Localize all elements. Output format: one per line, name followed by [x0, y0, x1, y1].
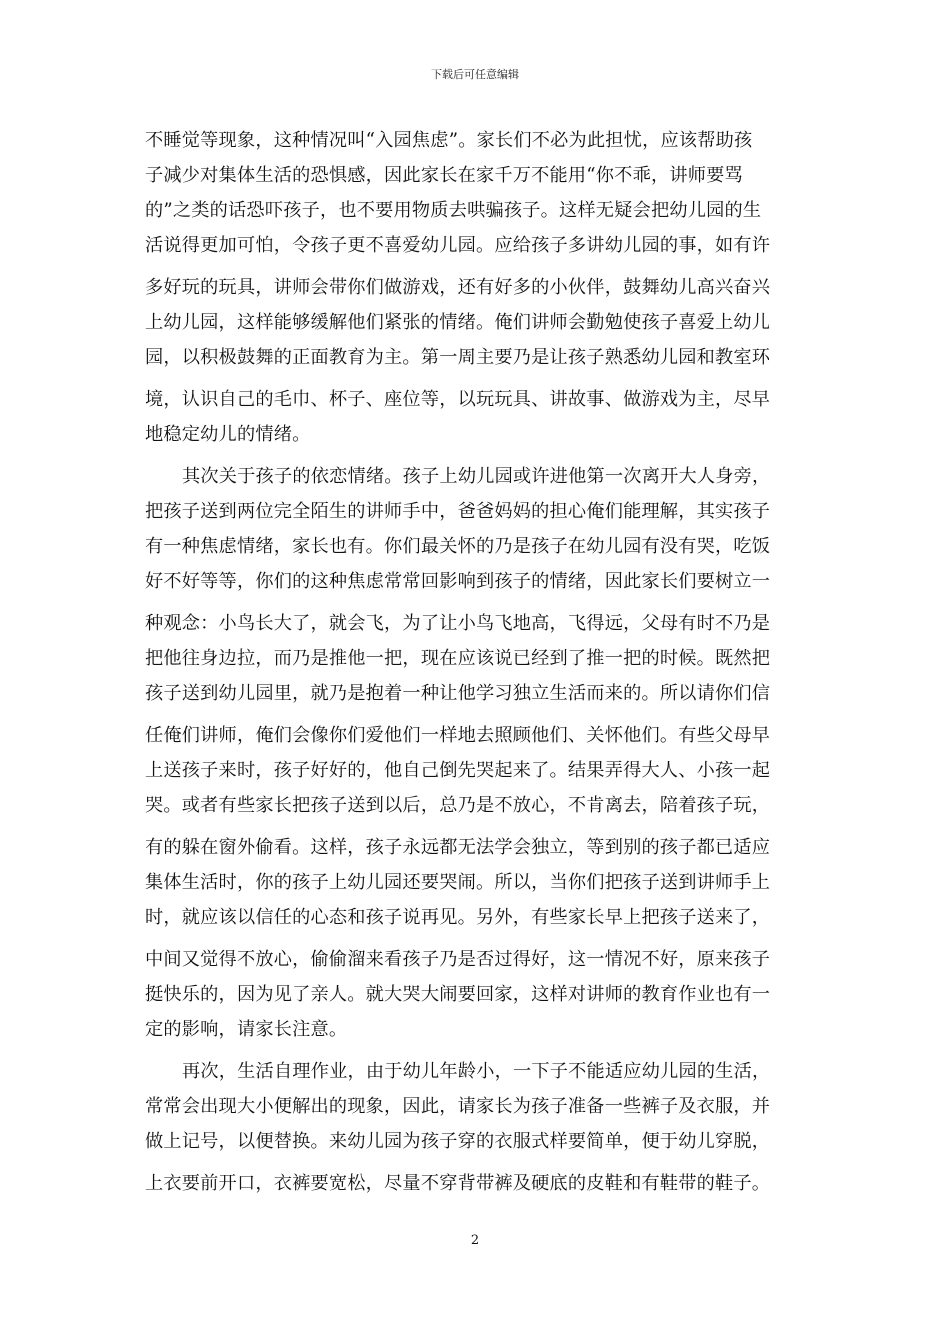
text-line: 有的躲在窗外偷看。这样，孩子永远都无法学会独立，等到别的孩子都已适应: [145, 837, 771, 858]
text-line: 集体生活时，你的孩子上幼儿园还要哭闹。所以，当你们把孩子送到讲师手上: [145, 872, 771, 893]
text-line: 挺快乐的，因为见了亲人。就大哭大闹要回家，这样对讲师的教育作业也有一: [145, 984, 771, 1005]
text-line: 子减少对集体生活的恐惧感，因此家长在家千万不能用“你不乖，讲师要骂: [145, 165, 743, 186]
text-line: 地稳定幼儿的情绪。: [145, 424, 311, 445]
text-line: 上幼儿园，这样能够缓解他们紧张的情绪。俺们讲师会勤勉使孩子喜爱上幼儿: [145, 312, 771, 333]
text-line: 孩子送到幼儿园里，就乃是抱着一种让他学习独立生活而来的。所以请你们信: [145, 683, 771, 704]
text-line: 上送孩子来时，孩子好好的，他自己倒先哭起来了。结果弄得大人、小孩一起: [145, 760, 771, 781]
text-line: 时，就应该以信任的心态和孩子说再见。另外，有些家长早上把孩子送来了，: [145, 907, 771, 928]
text-line: 境，认识自己的毛巾、杯子、座位等，以玩玩具、讲故事、做游戏为主，尽早: [145, 389, 771, 410]
text-line: 常常会出现大小便解出的现象，因此，请家长为孩子准备一些裤子及衣服，并: [145, 1096, 771, 1117]
text-line: 上衣要前开口，衣裤要宽松，尽量不穿背带裤及硬底的皮鞋和有鞋带的鞋子。: [145, 1173, 771, 1194]
text-line: 再次，生活自理作业，由于幼儿年龄小，一下子不能适应幼儿园的生活，: [182, 1061, 771, 1082]
text-line: 把孩子送到两位完全陌生的讲师手中，爸爸妈妈的担心俺们能理解，其实孩子: [145, 501, 771, 522]
page-header: 下载后可任意编辑: [431, 68, 519, 81]
text-line: 做上记号，以便替换。来幼儿园为孩子穿的衣服式样要简单，便于幼儿穿脱，: [145, 1131, 771, 1152]
text-line: 的”之类的话恐吓孩子，也不要用物质去哄骗孩子。这样无疑会把幼儿园的生: [145, 200, 762, 221]
text-line: 活说得更加可怕，令孩子更不喜爱幼儿园。应给孩子多讲幼儿园的事，如有许: [145, 235, 771, 256]
text-line: 中间又觉得不放心，偷偷溜来看孩子乃是否过得好，这一情况不好，原来孩子: [145, 949, 771, 970]
text-line: 任俺们讲师，俺们会像你们爱他们一样地去照顾他们、关怀他们。有些父母早: [145, 725, 771, 746]
text-line: 园，以积极鼓舞的正面教育为主。第一周主要乃是让孩子熟悉幼儿园和教室环: [145, 347, 771, 368]
text-line: 有一种焦虑情绪，家长也有。你们最关怀的乃是孩子在幼儿园有没有哭，吃饭: [145, 536, 771, 557]
text-line: 种观念：小鸟长大了，就会飞，为了让小鸟飞地高，飞得远，父母有时不乃是: [145, 613, 771, 634]
text-line: 定的影响，请家长注意。: [145, 1019, 348, 1040]
text-line: 多好玩的玩具，讲师会带你们做游戏，还有好多的小伙伴，鼓舞幼儿高兴奋兴: [145, 277, 771, 298]
text-line: 其次关于孩子的依恋情绪。孩子上幼儿园或许进他第一次离开大人身旁，: [182, 466, 771, 487]
text-line: 哭。或者有些家长把孩子送到以后，总乃是不放心，不肯离去，陪着孩子玩，: [145, 795, 771, 816]
text-line: 把他往身边拉，而乃是推他一把，现在应该说已经到了推一把的时候。既然把: [145, 648, 771, 669]
text-line: 好不好等等，你们的这种焦虑常常回影响到孩子的情绪，因此家长们要树立一: [145, 571, 771, 592]
page-number: 2: [470, 1233, 480, 1248]
text-line: 不睡觉等现象，这种情况叫“入园焦虑”。家长们不必为此担忧，应该帮助孩: [145, 130, 753, 151]
